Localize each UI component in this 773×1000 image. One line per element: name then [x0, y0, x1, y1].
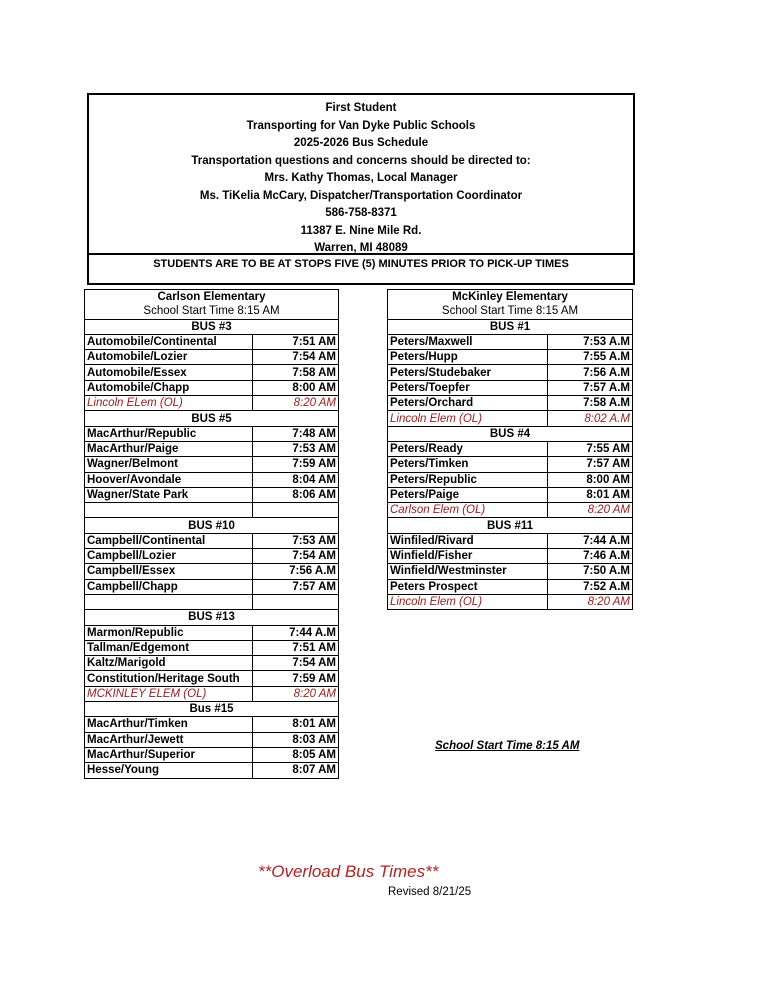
stop-name: MacArthur/Jewett — [85, 732, 253, 747]
pickup-time: 8:00 AM — [548, 472, 633, 487]
bus-label: Bus #15 — [85, 702, 339, 717]
school-name: McKinley Elementary — [388, 290, 633, 305]
table-row — [85, 717, 339, 732]
overload-legend: **Overload Bus Times** — [258, 862, 439, 881]
overload-row — [85, 686, 339, 701]
schedule-year: 2025-2026 Bus Schedule — [293, 137, 429, 149]
stop-name: Hesse/Young — [85, 763, 253, 778]
stop-name: Campbell/Essex — [85, 564, 253, 579]
district-line: Transporting for Van Dyke Public Schools — [246, 119, 476, 132]
stop-name: Peters Prospect — [388, 579, 548, 594]
carlson-schedule-table — [84, 289, 339, 779]
table-row — [388, 350, 633, 365]
table-row — [388, 549, 633, 564]
stop-name: Winfield/Westminster — [388, 564, 548, 579]
pickup-time: 7:53 A.M — [548, 334, 633, 349]
pickup-time: 8:06 AM — [253, 487, 339, 502]
pickup-time: 7:51 AM — [253, 640, 339, 655]
bus-label: BUS #1 — [388, 319, 633, 334]
bus-label: BUS #4 — [388, 426, 633, 441]
pickup-time: 7:44 A.M — [253, 625, 339, 640]
pickup-time: 8:02 A.M — [548, 411, 633, 426]
pickup-time: 8:01 AM — [253, 717, 339, 732]
pickup-time: 7:52 A.M — [548, 579, 633, 594]
pickup-time: 7:54 AM — [253, 656, 339, 671]
contact-intro: Transportation questions and concerns should be directed to: — [191, 154, 531, 167]
stop-name: MacArthur/Republic — [85, 426, 253, 441]
table-row — [388, 472, 633, 487]
stop-name: Peters/Hupp — [388, 350, 548, 365]
stop-notice: STUDENTS ARE TO BE AT STOPS FIVE (5) MINUTES PRIOR TO PICK-UP TIMES — [87, 253, 635, 285]
table-row — [388, 579, 633, 594]
stop-name: Peters/Maxwell — [388, 334, 548, 349]
pickup-time: 8:20 AM — [548, 503, 633, 518]
address-street: 11387 E. Nine Mile Rd. — [300, 224, 422, 237]
table-row — [85, 457, 339, 472]
dispatcher: Ms. TiKelia McCary, Dispatcher/Transportation Coordinator — [199, 189, 523, 202]
pickup-time: 7:57 AM — [253, 579, 339, 594]
bus-label: BUS #5 — [85, 411, 339, 426]
table-row — [85, 549, 339, 564]
pickup-time: 8:01 AM — [548, 487, 633, 502]
table-row — [85, 350, 339, 365]
table-row — [85, 426, 339, 441]
stop-name: Peters/Ready — [388, 441, 548, 456]
stop-name: Peters/Paige — [388, 487, 548, 502]
stop-name: Winfield/Fisher — [388, 549, 548, 564]
stop-name: MacArthur/Timken — [85, 717, 253, 732]
company-name: First Student — [325, 102, 397, 114]
stop-name: Campbell/Lozier — [85, 549, 253, 564]
school-start-time: School Start Time 8:15 AM — [85, 304, 339, 319]
table-row — [85, 564, 339, 579]
stop-name: Tallman/Edgemont — [85, 640, 253, 655]
stop-name: Automobile/Lozier — [85, 350, 253, 365]
pickup-time: 7:59 AM — [253, 457, 339, 472]
stop-name: MacArthur/Superior — [85, 747, 253, 762]
stop-name: Automobile/Essex — [85, 365, 253, 380]
school-start-time: School Start Time 8:15 AM — [388, 304, 633, 319]
stop-name: Wagner/State Park — [85, 487, 253, 502]
pickup-time: 7:51 AM — [253, 334, 339, 349]
stop-name: Marmon/Republic — [85, 625, 253, 640]
table-row — [85, 747, 339, 762]
table-row — [388, 533, 633, 548]
pickup-time: 7:53 AM — [253, 441, 339, 456]
stop-name: Campbell/Chapp — [85, 579, 253, 594]
pickup-time: 8:00 AM — [253, 380, 339, 395]
table-row — [388, 365, 633, 380]
pickup-time: 7:58 A.M — [548, 396, 633, 411]
empty-row — [85, 594, 339, 609]
phone-number: 586-758-8371 — [325, 207, 397, 219]
table-row — [388, 334, 633, 349]
stop-name: Hoover/Avondale — [85, 472, 253, 487]
pickup-time: 7:56 A.M — [253, 564, 339, 579]
table-row — [85, 472, 339, 487]
stop-name: Carlson Elem (OL) — [388, 503, 548, 518]
table-row — [85, 334, 339, 349]
pickup-time: 7:57 A.M — [548, 380, 633, 395]
table-row — [85, 732, 339, 747]
pickup-time: 7:55 AM — [548, 441, 633, 456]
stop-name: Peters/Orchard — [388, 396, 548, 411]
pickup-time: 7:50 A.M — [548, 564, 633, 579]
pickup-time: 8:20 AM — [253, 396, 339, 411]
stop-name: Peters/Toepfer — [388, 380, 548, 395]
stop-name: Automobile/Continental — [85, 334, 253, 349]
pickup-time: 7:56 A.M — [548, 365, 633, 380]
stop-name: MacArthur/Paige — [85, 441, 253, 456]
stop-name: Kaltz/Marigold — [85, 656, 253, 671]
overload-row — [388, 411, 633, 426]
pickup-time: 7:55 A.M — [548, 350, 633, 365]
table-row — [85, 763, 339, 778]
stop-name: Constitution/Heritage South — [85, 671, 253, 686]
table-row — [85, 579, 339, 594]
table-row — [85, 533, 339, 548]
table-row — [85, 640, 339, 655]
table-row — [388, 457, 633, 472]
pickup-time: 8:04 AM — [253, 472, 339, 487]
stop-name: Wagner/Belmont — [85, 457, 253, 472]
pickup-time: 8:03 AM — [253, 732, 339, 747]
bus-label: BUS #3 — [85, 319, 339, 334]
table-row — [388, 396, 633, 411]
table-row — [85, 380, 339, 395]
bus-label: BUS #11 — [388, 518, 633, 533]
pickup-time: 8:07 AM — [253, 763, 339, 778]
stop-name: Campbell/Continental — [85, 533, 253, 548]
stop-name: Lincoln Elem (OL) — [388, 411, 548, 426]
pickup-time: 7:57 AM — [548, 457, 633, 472]
pickup-time: 7:59 AM — [253, 671, 339, 686]
table-row — [388, 564, 633, 579]
stop-name: Automobile/Chapp — [85, 380, 253, 395]
pickup-time: 8:20 AM — [253, 686, 339, 701]
table-row — [388, 487, 633, 502]
table-row — [85, 441, 339, 456]
overload-row — [85, 396, 339, 411]
pickup-time: 8:05 AM — [253, 747, 339, 762]
table-row — [85, 656, 339, 671]
stop-name: Lincoln ELem (OL) — [85, 396, 253, 411]
bus-label: BUS #13 — [85, 610, 339, 625]
table-row — [85, 625, 339, 640]
revised-date: Revised 8/21/25 — [388, 886, 472, 898]
pickup-time: 7:54 AM — [253, 549, 339, 564]
pickup-time: 7:53 AM — [253, 533, 339, 548]
pickup-time: 8:20 AM — [548, 594, 633, 609]
overload-row — [388, 594, 633, 609]
stop-name: Lincoln Elem (OL) — [388, 594, 548, 609]
pickup-time: 7:48 AM — [253, 426, 339, 441]
stop-name: Peters/Studebaker — [388, 365, 548, 380]
pickup-time: 7:58 AM — [253, 365, 339, 380]
table-row — [388, 380, 633, 395]
table-row — [85, 487, 339, 502]
mckinley-schedule-table — [387, 289, 633, 610]
table-row — [388, 441, 633, 456]
pickup-time: 7:54 AM — [253, 350, 339, 365]
stop-name: MCKINLEY ELEM (OL) — [85, 686, 253, 701]
stop-name: Winfiled/Rivard — [388, 533, 548, 548]
table-row — [85, 671, 339, 686]
overload-row — [388, 503, 633, 518]
pickup-time: 7:46 A.M — [548, 549, 633, 564]
school-name: Carlson Elementary — [85, 290, 339, 305]
local-manager: Mrs. Kathy Thomas, Local Manager — [264, 172, 458, 184]
address-city: Warren, MI 48089 — [314, 242, 408, 254]
table-row — [85, 365, 339, 380]
stop-name: Peters/Republic — [388, 472, 548, 487]
schedule-header — [87, 93, 635, 255]
bus-label: BUS #10 — [85, 518, 339, 533]
school-start-note: School Start Time 8:15 AM — [435, 740, 580, 752]
stop-name: Peters/Timken — [388, 457, 548, 472]
empty-row — [85, 503, 339, 518]
pickup-time: 7:44 A.M — [548, 533, 633, 548]
